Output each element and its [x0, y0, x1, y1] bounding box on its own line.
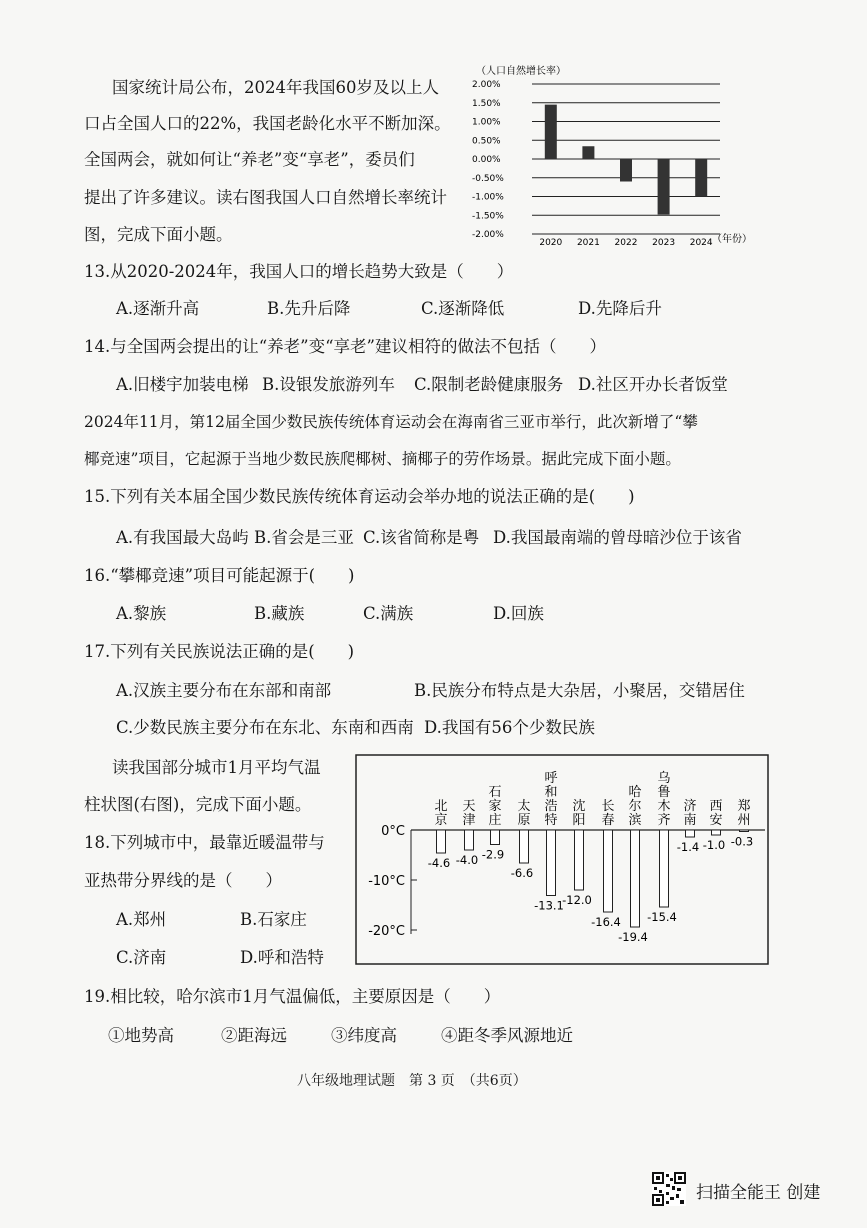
value-label: -1.4: [676, 840, 700, 854]
q14-option-b[interactable]: B.设银发旅游列车: [262, 375, 395, 394]
city-label: 南: [683, 813, 697, 828]
q18-option-b[interactable]: B.石家庄: [240, 910, 307, 929]
q16-option-a[interactable]: A.黎族: [116, 604, 167, 623]
q14-option-a[interactable]: A.旧楼宇加装电梯: [116, 375, 249, 394]
bar-济南: [686, 830, 695, 837]
y-tick-label: -20°C: [368, 924, 405, 939]
city-label: 原: [517, 813, 531, 828]
city-label: 哈: [628, 785, 642, 800]
city-label: 呼: [544, 771, 558, 786]
q19-option-2[interactable]: ②距海远: [221, 1026, 287, 1045]
x-tick-label: 2021: [576, 238, 600, 248]
city-label: 石: [488, 785, 502, 800]
q15-option-c[interactable]: C.该省简称是粤: [363, 528, 480, 547]
intro-temperature: 读我国部分城市1月平均气温: [112, 758, 321, 777]
q18-option-a[interactable]: A.郑州: [116, 910, 167, 929]
question-17: 17.下列有关民族说法正确的是( ): [84, 642, 355, 661]
q13-option-c[interactable]: C.逐渐降低: [421, 299, 505, 318]
y-tick-label: -1.50%: [472, 211, 504, 222]
intro-line: 国家统计局公布，2024年我国60岁及以上人: [112, 78, 439, 97]
y-tick-label: -1.00%: [472, 192, 504, 203]
city-label: 津: [462, 813, 476, 828]
value-label: -0.3: [730, 834, 754, 849]
x-axis-label: （年份）: [712, 234, 752, 245]
chart-frame: [356, 755, 768, 964]
q19-option-4[interactable]: ④距冬季风源地近: [441, 1026, 573, 1045]
value-label: -2.9: [481, 847, 505, 862]
bar-郑州: [740, 830, 749, 832]
intro-games: 椰竞速”项目，它起源于当地少数民族爬椰树、摘椰子的劳作场景。据此完成下面小题。: [84, 450, 681, 468]
q17-option-d[interactable]: D.我国有56个少数民族: [424, 718, 595, 737]
y-tick-label: 0°C: [381, 824, 405, 839]
q13-option-b[interactable]: B.先升后降: [267, 299, 351, 318]
value-label: -19.4: [618, 930, 648, 944]
value-label: -15.4: [647, 910, 677, 924]
value-label: -6.6: [510, 866, 534, 880]
bar-太原: [520, 830, 529, 863]
q14-option-d[interactable]: D.社区开办长者饭堂: [578, 375, 728, 394]
y-tick-label: 1.00%: [472, 117, 501, 128]
question-19: 19.相比较，哈尔滨市1月气温偏低，主要原因是（ ）: [84, 987, 501, 1006]
x-tick-label: 2020: [539, 238, 563, 248]
population-growth-chart: [470, 60, 770, 255]
value-label: -16.4: [591, 915, 621, 929]
q18-option-c[interactable]: C.济南: [116, 948, 167, 967]
value-label: -1.0: [702, 838, 726, 852]
intro-temperature: 柱状图(右图)，完成下面小题。: [84, 795, 312, 814]
q17-option-a[interactable]: A.汉族主要分布在东部和南部: [116, 681, 332, 700]
bar-呼和浩特: [547, 830, 556, 896]
q15-option-a[interactable]: A.有我国最大岛屿: [116, 528, 249, 547]
question-15: 15.下列有关本届全国少数民族传统体育运动会举办地的说法正确的是( ): [84, 487, 635, 506]
q19-option-1[interactable]: ①地势高: [108, 1026, 174, 1045]
city-label: 济: [683, 799, 697, 814]
city-label: 北: [434, 799, 448, 814]
q19-option-3[interactable]: ③纬度高: [331, 1026, 397, 1045]
y-tick-label: 0.00%: [472, 155, 501, 165]
y-tick-label: -10°C: [368, 874, 405, 889]
y-tick-label: -0.50%: [472, 173, 504, 184]
y-tick-label: 2.00%: [472, 80, 501, 90]
intro-line: 提出了许多建议。读右图我国人口自然增长率统计: [84, 188, 447, 207]
question-14: 14.与全国两会提出的让“养老”变“享老”建议相符的做法不包括（ ）: [84, 337, 606, 356]
city-label: 西: [709, 799, 723, 814]
city-label: 沈: [572, 799, 586, 814]
q14-option-c[interactable]: C.限制老龄健康服务: [414, 375, 564, 394]
city-label: 乌: [657, 771, 671, 786]
stamp-label: 扫描全能王 创建: [696, 1183, 821, 1203]
question-18-cont: 亚热带分界线的是（ ）: [84, 871, 282, 890]
city-label: 长: [601, 799, 615, 814]
intro-games: 2024年11月，第12届全国少数民族传统体育运动会在海南省三亚市举行，此次新增了“攀: [84, 413, 698, 431]
question-16: 16.“攀椰竞速”项目可能起源于( ): [84, 566, 355, 585]
q13-option-d[interactable]: D.先降后升: [578, 299, 662, 318]
intro-line: 图，完成下面小题。: [84, 225, 233, 244]
value-label: -12.0: [562, 893, 592, 907]
bar-2023: [658, 159, 670, 215]
city-label: 木: [657, 799, 671, 814]
value-label: -13.1: [534, 898, 564, 913]
y-tick-label: 1.50%: [472, 98, 501, 109]
scanner-stamp: [652, 1172, 852, 1208]
value-label: -4.0: [455, 853, 479, 867]
city-label: 州: [737, 813, 751, 828]
city-label: 滨: [628, 813, 642, 828]
x-tick-label: 2024: [689, 238, 713, 248]
city-label: 特: [544, 813, 558, 828]
value-label: -4.6: [427, 856, 451, 870]
city-label: 家: [488, 799, 502, 814]
chart-title: （人口自然增长率）: [476, 66, 566, 77]
intro-line: 口占全国人口的22%，我国老龄化水平不断加深。: [84, 114, 451, 133]
bar-长春: [604, 830, 613, 912]
bar-西安: [712, 830, 721, 835]
q13-option-a[interactable]: A.逐渐升高: [116, 299, 200, 318]
q15-option-d[interactable]: D.我国最南端的曾母暗沙位于该省: [493, 528, 742, 547]
bar-2022: [620, 159, 632, 182]
city-temperature-chart: [355, 754, 770, 966]
bar-乌鲁木齐: [660, 830, 669, 907]
city-label: 安: [709, 813, 723, 828]
intro-line: 全国两会，就如何让“养老”变“享老”，委员们: [84, 150, 415, 169]
bar-哈尔滨: [631, 830, 640, 927]
q18-option-d[interactable]: D.呼和浩特: [240, 948, 324, 967]
q17-option-c[interactable]: C.少数民族主要分布在东北、东南和西南: [116, 718, 414, 737]
bar-2024: [695, 159, 707, 197]
city-label: 郑: [737, 799, 751, 814]
q15-option-b[interactable]: B.省会是三亚: [254, 528, 354, 547]
city-label: 太: [517, 799, 531, 814]
city-label: 庄: [488, 813, 502, 828]
city-label: 春: [601, 813, 615, 828]
y-tick-label: 0.50%: [472, 136, 501, 147]
q16-option-b[interactable]: B.藏族: [254, 604, 305, 623]
q17-option-b[interactable]: B.民族分布特点是大杂居，小聚居，交错居住: [414, 681, 745, 700]
city-label: 齐: [657, 813, 671, 828]
bar-2021: [582, 146, 594, 159]
question-13: 13.从2020-2024年，我国人口的增长趋势大致是（ ）: [84, 262, 514, 281]
x-tick-label: 2023: [652, 238, 676, 248]
bar-沈阳: [575, 830, 584, 890]
bar-石家庄: [491, 830, 500, 845]
city-label: 阳: [572, 813, 586, 828]
x-tick-label: 2022: [614, 238, 638, 248]
q16-option-c[interactable]: C.满族: [363, 604, 414, 623]
city-label: 天: [462, 799, 476, 814]
city-label: 京: [434, 813, 448, 828]
bar-天津: [465, 830, 474, 850]
city-label: 和: [544, 785, 558, 800]
city-label: 浩: [544, 799, 558, 814]
question-18: 18.下列城市中，最靠近暖温带与: [84, 833, 325, 852]
q16-option-d[interactable]: D.回族: [493, 604, 544, 623]
qr-code-icon: [652, 1172, 686, 1206]
city-label: 尔: [628, 799, 642, 814]
bar-北京: [437, 830, 446, 853]
y-tick-label: -2.00%: [472, 230, 504, 240]
bar-2020: [545, 105, 557, 159]
city-label: 鲁: [657, 785, 671, 800]
page-footer: 八年级地理试题 第 3 页 （共6页）: [297, 1073, 527, 1089]
